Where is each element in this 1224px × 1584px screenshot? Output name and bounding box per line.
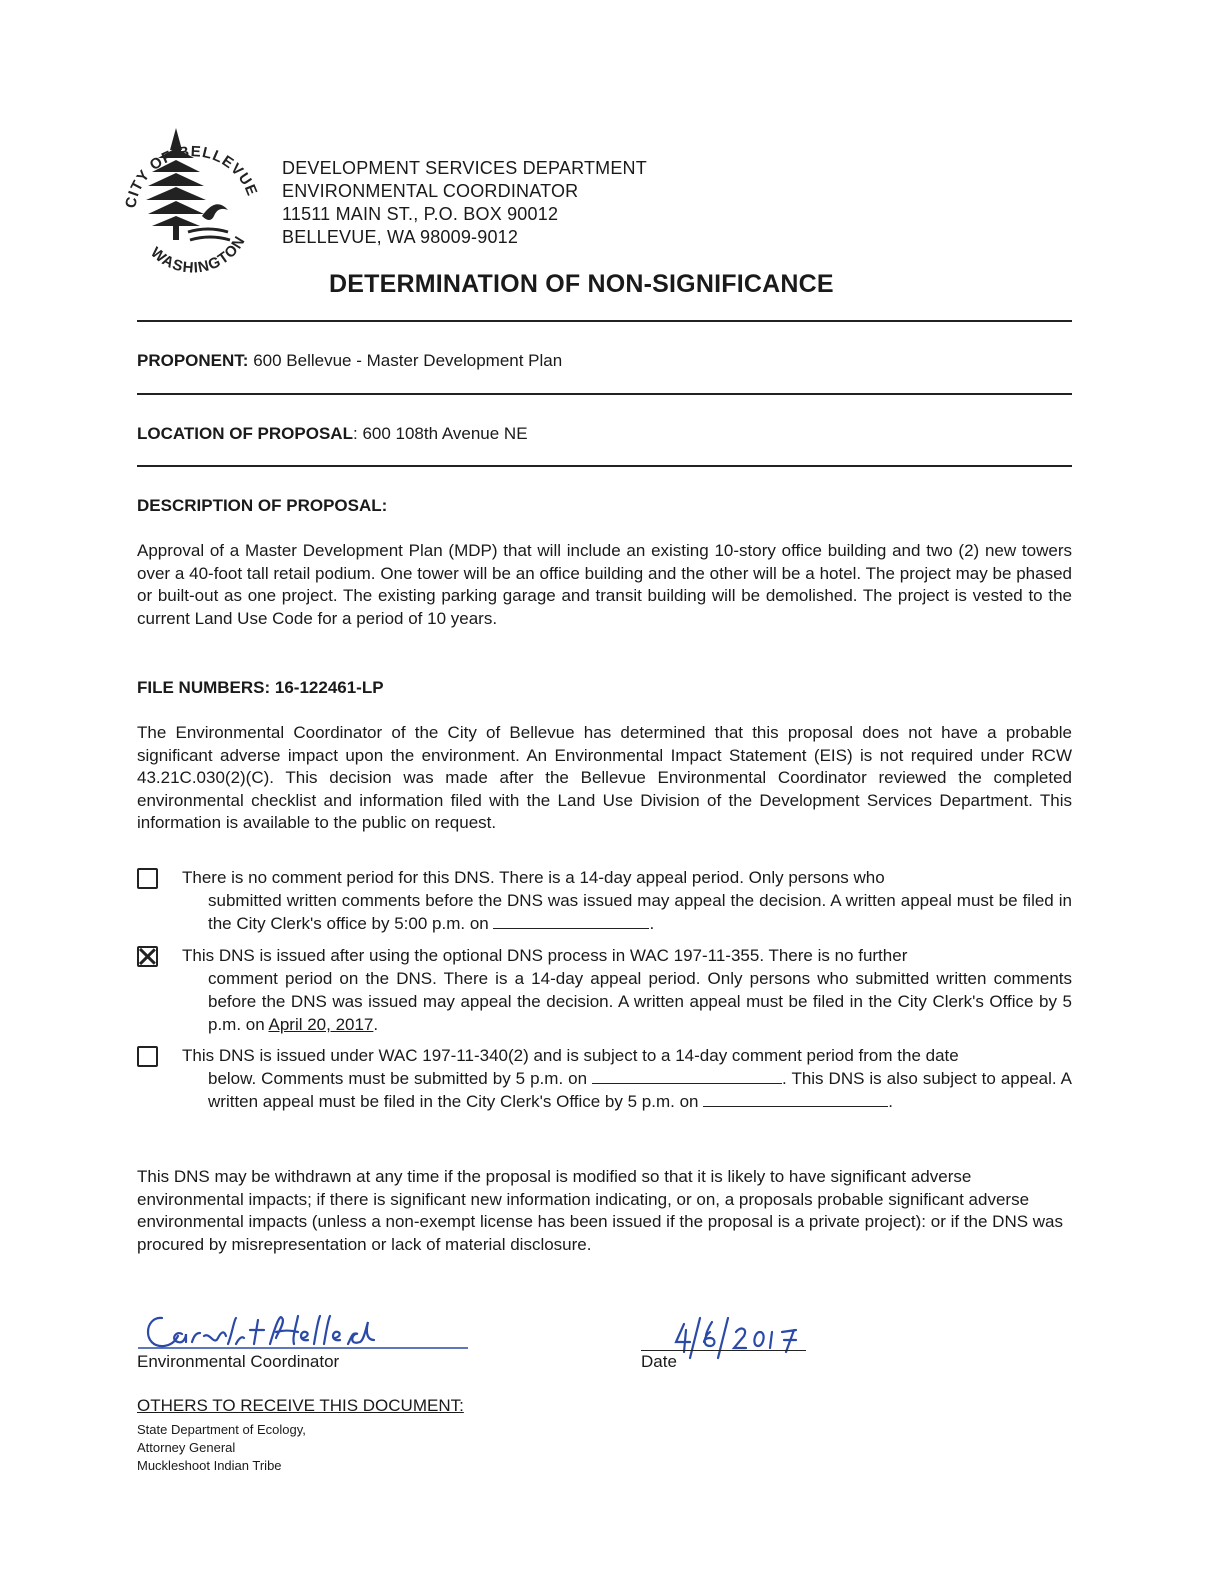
date-blank	[592, 1068, 782, 1084]
option-no-comment-period	[137, 866, 1072, 935]
determination-text: The Environmental Coordinator of the City of Bellevue has determined that this proposal does not have a probable significant adverse impact upon the environment. An Environmental Impact Statement (EIS) is not required under RCW 43.21C.030(2)(C). This decision was made after the Bellevue Environmental Coordinator reviewed the completed environmental checklist and information filed with the Land Use Division of the Development Services Department. This information is available to the public on request.	[137, 723, 1072, 832]
department-line: 11511 MAIN ST., P.O. BOX 90012	[282, 204, 559, 224]
location-label: LOCATION OF PROPOSAL	[137, 424, 353, 443]
proponent-label: PROPONENT:	[137, 351, 249, 370]
option-checkbox[interactable]	[137, 868, 158, 889]
distribution-list	[137, 1421, 306, 1475]
option-checkbox[interactable]	[137, 1046, 158, 1067]
option-text: below. Comments must be submitted by 5 p.m. on	[208, 1069, 588, 1088]
option-text: submitted written comments before the DNS was issued may appeal the decision. A written appeal must be filed in the City Clerk's office by 5:00 p.m. on	[208, 891, 1072, 933]
description-text: Approval of a Master Development Plan (MDP) that will include an existing 10-story office building and two (2) new towers over a 40-foot tall retail podium. One tower will be an office building and the other will be a hotel. The project may be phased or built-out as one project. The existing parking garage and transit building will be demolished. The project is vested to the current Land Use Code for a period of 10 years.	[137, 541, 1072, 628]
date-line	[641, 1350, 806, 1351]
handwritten-date-image	[670, 1310, 820, 1366]
department-line: DEVELOPMENT SERVICES DEPARTMENT	[282, 158, 647, 178]
date-blank	[493, 913, 649, 929]
option-text-end: .	[888, 1092, 893, 1111]
proponent-value: 600 Bellevue - Master Development Plan	[253, 351, 563, 370]
department-block	[282, 157, 647, 249]
signature-image	[138, 1304, 478, 1358]
option-text-line: This DNS is issued after using the optional DNS process in WAC 197-11-355. There is no further	[182, 946, 908, 965]
option-text-line: This DNS is issued under WAC 197-11-340(2) and is subject to a 14-day comment period from the date	[182, 1046, 959, 1065]
divider	[137, 465, 1072, 467]
option-text-end: .	[649, 914, 655, 933]
location-field	[137, 424, 528, 444]
recipient: State Department of Ecology,	[137, 1422, 306, 1437]
description-heading: DESCRIPTION OF PROPOSAL:	[137, 496, 388, 515]
option-text-line: There is no comment period for this DNS. There is a 14-day appeal period. Only persons who	[182, 868, 885, 887]
option-text-end: .	[373, 1015, 379, 1034]
date-label: Date	[641, 1352, 677, 1371]
option-comment-period	[137, 1044, 1072, 1113]
svg-text:WASHINGTON: WASHINGTON	[147, 232, 249, 277]
recipient: Attorney General	[137, 1440, 236, 1455]
appeal-deadline-date: April 20, 2017	[268, 1015, 374, 1034]
distribution-heading: OTHERS TO RECEIVE THIS DOCUMENT:	[137, 1396, 464, 1415]
divider	[137, 320, 1072, 322]
location-colon: :	[352, 424, 358, 443]
proponent-field	[137, 351, 562, 371]
recipient: Muckleshoot Indian Tribe	[137, 1458, 282, 1473]
option-text: . This DNS is also subject to appeal. A written appeal must be filed in the City Clerk's Office by 5 p.m. on	[208, 1069, 1072, 1111]
department-line: ENVIRONMENTAL COORDINATOR	[282, 181, 579, 201]
withdrawal-text: This DNS may be withdrawn at any time if the proposal is modified so that it is likely to have significant adverse environmental impacts; if there is significant new information indicating, or on, a proposals probable significant adverse environmental impacts (unless a non-exempt license has been issued if the proposal is a private project): or if the DNS was procured by misrepresentation or lack of material disclosure.	[137, 1167, 1064, 1254]
document-title: DETERMINATION OF NON-SIGNIFICANCE	[329, 270, 834, 298]
department-line: BELLEVUE, WA 98009-9012	[282, 227, 519, 247]
file-numbers-heading: FILE NUMBERS: 16-122461-LP	[137, 678, 384, 697]
svg-text:CITY OF BELLEVUE: CITY OF BELLEVUE	[122, 143, 261, 210]
date-blank	[703, 1091, 888, 1107]
location-value: 600 108th Avenue NE	[362, 424, 528, 443]
divider	[137, 393, 1072, 395]
option-checkbox-checked[interactable]	[137, 946, 158, 967]
option-optional-dns-process	[137, 944, 1072, 1036]
option-text: comment period on the DNS. There is a 14-day appeal period. Only persons who submitted written comments before the DNS was issued may appeal the decision. A written appeal must be filed in the City Clerk's Office by 5 p.m. on	[208, 969, 1072, 1034]
city-seal-logo	[118, 120, 268, 280]
signature-label: Environmental Coordinator	[137, 1352, 340, 1371]
